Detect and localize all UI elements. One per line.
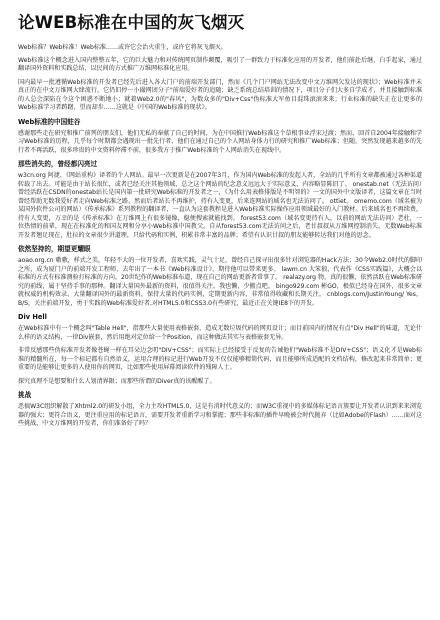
section-heading-div-hell: Div Hell	[18, 313, 47, 321]
section-heading-disappeared: 那些消失的，曾经都闪亮过	[18, 160, 98, 168]
paragraph-gratitude: 感谢那些走在研究和推广前列的朋友们，他们无私的奉献了自己的时间，为在中国推行Web标准这个草根事业浮宋过渡；然而，回首自2004年接触和学习Web标准的历程，几乎每个时期都会遇现出一批先行者，他们在通过自己的个人网站身体力行的研究和推广Web标准；但随，突然发现越来越多的先行者不再活跃，很多珍贵的中文资料停滞不前，很多我方于推广Web标准的个人网站消失在视线中。	[18, 129, 422, 154]
paragraph-challenge: 恶搞W3C组织解散了Xhtml2.0的研发小组，全力主攻HTML5.0，这是有消时代意义的；而W3C重视中的多媒体标记语言簇要让开发者认识到来来浏览器的强大；更符合语义，更注重应用的标记语言，需要开发者重新学习和掌握；那些非标准的插件早晚被会时代抛弃（比如Adobe的Flash）……面对这些挑战，中文万维网的开发者，你们准备好了吗？	[18, 403, 422, 427]
section-heading-challenge: 挑战	[18, 391, 32, 399]
paragraph-truth: 探究真理不是想要和什么人划清界限；而那些所谓的Diver真的该醒醒了。	[18, 377, 216, 385]
paragraph-background: Web标准这个概念进入国内整整五年，它的巨大魅力和对传统网页制作颠覆，吸引了一群致力于标准化应用的开发者，他们前赴后继，白手起家，通过翻译国外资料和实践总结，以民间的方式推广万维网标准化应用。	[18, 56, 422, 72]
article-title: 论WEB标准在中国的灰飞烟灭	[18, 13, 245, 32]
paragraph-semantics: 非常反感那些伪标准开发者像苍蝇一样在耳朵边念叨"DIV+CSS"；而实际上已经接受于反复的告诫他们"Web标准不是DIV+CSS"；语义化才是Web标准的精髓所在，每一个标记都有自然语义，运用合理的标记进行Web开发不仅仅能够精简代码，而且能够所成适配的文档结构，修改起来非常简单；更重要的是能够让更多的人使用你的网页，比如那些使用屏幕阅读软件的残障人士。	[18, 347, 422, 371]
paragraph-current-state: 国内最早一批遵循Web标准的开发者已经先后进入各大门户的前端开发部门，然而《几个门户网站无法改变中文万维网欠发达的现状》；Web标准并未真正的在中文万维网大肆流行，它仍旧停一小撮网团分子"前端爱好者的追随；缺乏系统总结培训的情况下，项目分子们大多自学成才，并且接触到标准的人总会深陷在令这个困惑不断地小；就着Web2.0的"春风"，为数众多的"Div+Css"伪标准大军鱼目混珠滚滚来来；行业标准的缺失正在让更多的Web标准学习者踌躇，望而却步……这就是《中国的Web标准的现状》。	[18, 78, 422, 111]
paragraph-persisting-sites: aoao.org.cn 嗷嗷，样式之美，年轻不大的一位开发者，喜欢实践，灵气十足，曾经自己探寻出很多针对浏览器的Hack方法；30今Web2.0时代的脚印之所，成为厦门户的前端开发工程师，去年出了一本书《Web标准设计》，期待他可以带来更多。 lawm.cn 大笨狼，代表作《CSS实践篇》，大概会以标准的方式有标准测验打标准的方向。20世纪作的Web标准布道，现在自己的网站更新者常事了。 realazy.org 物，真的很懒，依然活跃在Web标准研究的前线，属于坚持手事的那种。翻译大量国外最新的资料，很值得关注。我也懒，少搬点吧。 bingo929.com 彬GO，极似已经身在国外，很多文章就权威的机构效录，大量翻译国外的最新资料，保持大量的代码实例，定期更新内容，非常值得收藏和长期关注。 cnblogs.com/JustinYoung/ Yes，B/S，关注前端开发，勇于实践的Web标准爱好者,对HTML5.0和CSS3.0有些研究，最近正在关键IE8下的开发。	[18, 257, 422, 307]
paragraph-intro: Web标准？Web标准！Web标准……或许它会治火重生，或许它将灰飞烟灭。	[18, 44, 227, 51]
section-heading-valley: Web标准的中国蛀谷	[18, 117, 81, 126]
paragraph-table-hell: 在Web标准中有一个概念叫"Table Hell"，指那些大量使用表格嵌套，造成无数垃圾代码的网页设计；而目前国内的情况有点"Div Hell"的味道，无论什么样的语义结构，一律Div嵌套，然后用绝对定位给一个Position，而这种做法其实与表格嵌套无异。	[18, 325, 422, 341]
section-heading-persisting: 依然坚持的，期望更耀眼	[18, 245, 91, 253]
paragraph-disappeared-sites: w3cn.org 阿捷，《网站重构》译者的个人网站。最早一次更新是在2007年3月，作为国内Web标准的发起人者，全站的几乎所有文章都被通过各种渠道转载了出去。可能是由于站长很忙，或者已经关注其他领域，总之这个网站的纪念意义远远大于实际意义，内容略显陈旧了。 onestab.net（无法访问）曾经活跃在CSDN的onestab站长是国内第一批研究Web标准的开发者之一，《为什么用表格排版是不明智的》一文的国外中文版译者，这篇文章在当时曾经帮助无数我爱好者走向Web标准之路。然而后者站长不再维护，持有人变更，后来连网站的域名也无法访问了。 ottiet。 omemo.com（域名被为某国外软件公司的网站）《传承标准》系列教程的翻译者，一直认为这套教程是进入Web标准实际操作应用领域最好的入门教材。后来域名也不再续费，持有人变更，万幸的是《传承标准》在万维网上有很多镜像，稳便搜索就能找到。 forest53.com（域名变更持有人，以前的网站无法访问）老杜，一位热情的前辈，现在在标准化的和国友网和分享小Web标准中国教父。自从forest53.com无法访问之后，老甘叔叔从万维网控制消失。无数Web标准开发者翘足现在，肚拉的文章很少讲道理，只给代码和实例，积累非常丰富的品牌；希望有认识甘叔的朋友能够转达我们对他的思念。	[18, 172, 422, 239]
